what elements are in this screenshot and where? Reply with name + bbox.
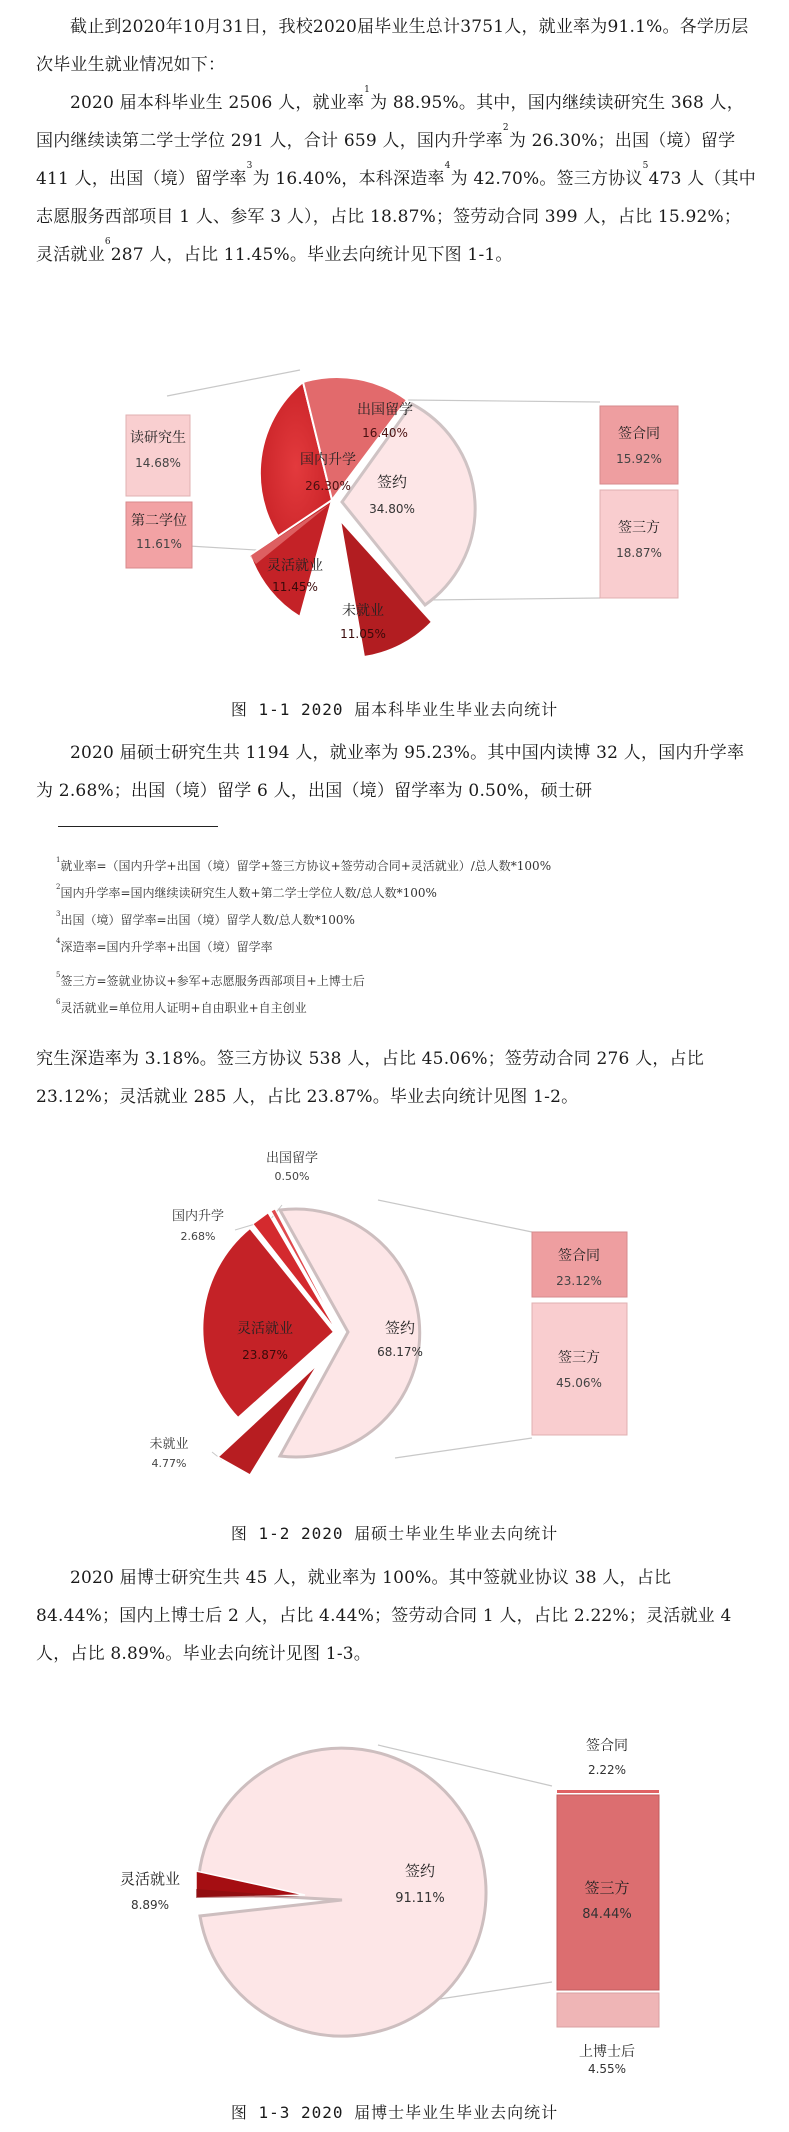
svg-text:45.06%: 45.06% xyxy=(556,1376,602,1390)
undergrad-paragraph xyxy=(36,84,756,274)
box-second-degree xyxy=(126,502,192,568)
svg-text:出国留学: 出国留学 xyxy=(265,1151,319,1166)
svg-text:15.92%: 15.92% xyxy=(616,452,662,466)
doctor-paragraph: 2020 届博士研究生共 45 人，就业率为 100%。其中签就业协议 38 人，占比 84.44%；国内上博士后 2 人，占比 4.44%；签劳动合同 1 人，占比 2.22%；灵活就业 4 人，占比 8.89%。毕业去向统计见图 1-3。 xyxy=(36,1568,732,1664)
text: 2020 届本科毕业生 2506 人，就业率 xyxy=(70,93,365,113)
footnote-5 xyxy=(56,971,365,991)
footnote-text: 灵活就业=单位用人证明+自由职业+自主创业 xyxy=(60,1001,307,1015)
footnote-6 xyxy=(56,998,307,1018)
footnote-number: 3 xyxy=(56,910,61,918)
footnote-ref-2[interactable]: 2 xyxy=(502,123,509,133)
svg-text:34.80%: 34.80% xyxy=(369,502,415,516)
box-tripartite xyxy=(532,1303,627,1435)
svg-text:签约: 签约 xyxy=(376,473,408,491)
figure-caption-1-3: 图 1-3 2020 届博士毕业生毕业去向统计 xyxy=(230,2103,559,2122)
svg-text:签约: 签约 xyxy=(404,1862,436,1880)
footnote-ref-3[interactable]: 3 xyxy=(246,161,253,171)
text: 287 人，占比 11.45%。毕业去向统计见下图 1-1。 xyxy=(110,245,513,265)
svg-text:26.30%: 26.30% xyxy=(305,479,351,493)
footnote-text: 出国（境）留学率=出国（境）留学人数/总人数*100% xyxy=(60,913,355,927)
figure-caption-1-1: 图 1-1 2020 届本科毕业生毕业去向统计 xyxy=(230,700,559,719)
chart-undergrad-pie xyxy=(100,340,700,670)
footnote-1 xyxy=(56,856,551,876)
footnote-3 xyxy=(56,910,355,930)
svg-text:8.89%: 8.89% xyxy=(130,1898,170,1912)
postdoc-percentage: 4.55% xyxy=(587,2062,627,2076)
text: 为 42.70%。签三方协议 xyxy=(450,169,643,189)
svg-text:14.68%: 14.68% xyxy=(135,456,181,470)
text: 为 88.95%。其中，国内继续读研究生 368 人，国内继续读第二学士学位 291 人，合计 659 人，国内升学率 xyxy=(36,93,744,151)
text: 为 16.40%，本科深造率 xyxy=(252,169,445,189)
svg-text:签三方: 签三方 xyxy=(584,1879,630,1897)
footnote-number: 2 xyxy=(56,883,61,891)
bar-labor-contract xyxy=(557,1790,659,1793)
footnote-2 xyxy=(56,883,437,903)
footnote-text: 深造率=国内升学率+出国（境）留学率 xyxy=(60,940,273,954)
box-labor-contract xyxy=(600,406,678,484)
svg-text:11.45%: 11.45% xyxy=(272,580,318,594)
footnote-ref-4[interactable]: 4 xyxy=(444,161,451,171)
svg-text:签三方: 签三方 xyxy=(558,1350,600,1366)
text: 为 26.30%；出国（境）留学 411 人，出国（境）留学率 xyxy=(36,131,736,189)
svg-text:灵活就业: 灵活就业 xyxy=(237,1321,293,1337)
master-paragraph-part2: 究生深造率为 3.18%。签三方协议 538 人，占比 45.06%；签劳动合同 276 人，占比 23.12%；灵活就业 285 人，占比 23.87%。毕业去向统计见图 1-2。 xyxy=(36,1049,704,1107)
footnote-text: 签三方=签就业协议+参军+志愿服务西部项目+上博士后 xyxy=(60,974,365,988)
svg-text:未就业: 未就业 xyxy=(149,1437,189,1452)
svg-text:灵活就业: 灵活就业 xyxy=(267,558,323,574)
master-paragraph-part1: 2020 届硕士研究生共 1194 人，就业率为 95.23%。其中国内读博 32 人，国内升学率为 2.68%；出国（境）留学 6 人，出国（境）留学率为 0.50%，硕士研 xyxy=(36,743,745,801)
svg-text:签三方: 签三方 xyxy=(618,520,660,536)
chart-doctor-pie xyxy=(100,1700,700,2060)
intro-paragraph: 截止到2020年10月31日，我校2020届毕业生总计3751人，就业率为91.1%。各学历层次毕业生就业情况如下： xyxy=(36,17,749,75)
box-tripartite xyxy=(600,490,678,598)
svg-text:84.44%: 84.44% xyxy=(582,1907,632,1922)
footnote-number: 1 xyxy=(56,856,61,864)
footnote-ref-1[interactable]: 1 xyxy=(364,85,371,95)
text: 473 人（其中志愿服务西部项目 1 人、参军 3 人），占比 18.87%；签劳动合同 399 人，占比 15.92%；灵活就业 xyxy=(36,169,756,265)
svg-text:11.05%: 11.05% xyxy=(340,627,386,641)
footnote-4 xyxy=(56,937,273,957)
footnote-number: 4 xyxy=(56,937,61,945)
svg-text:签约: 签约 xyxy=(384,1319,416,1337)
figure-caption-1-2: 图 1-2 2020 届硕士毕业生毕业去向统计 xyxy=(230,1524,559,1543)
svg-text:第二学位: 第二学位 xyxy=(131,513,187,529)
footnote-number: 6 xyxy=(56,998,61,1006)
chart-master-pie xyxy=(120,1140,680,1480)
footnote-ref-6[interactable]: 6 xyxy=(104,237,111,247)
footnote-number: 5 xyxy=(56,971,61,979)
svg-text:签合同: 签合同 xyxy=(558,1248,600,1264)
svg-text:18.87%: 18.87% xyxy=(616,546,662,560)
bar-postdoc xyxy=(557,1993,659,2027)
footnote-ref-5[interactable]: 5 xyxy=(642,161,649,171)
svg-text:签合同: 签合同 xyxy=(586,1738,628,1754)
svg-text:签合同: 签合同 xyxy=(618,426,660,442)
svg-text:68.17%: 68.17% xyxy=(377,1345,423,1359)
svg-text:出国留学: 出国留学 xyxy=(357,402,413,418)
svg-text:16.40%: 16.40% xyxy=(362,426,408,440)
svg-text:2.22%: 2.22% xyxy=(587,1763,627,1777)
svg-text:国内升学: 国内升学 xyxy=(171,1209,225,1224)
footnote-text: 就业率=（国内升学+出国（境）留学+签三方协议+签劳动合同+灵活就业）/总人数*100% xyxy=(60,859,552,873)
svg-text:灵活就业: 灵活就业 xyxy=(119,1870,181,1888)
svg-text:2.68%: 2.68% xyxy=(180,1230,216,1243)
footnote-text: 国内升学率=国内继续读研究生人数+第二学士学位人数/总人数*100% xyxy=(60,886,437,900)
svg-text:91.11%: 91.11% xyxy=(395,1891,445,1906)
svg-text:23.12%: 23.12% xyxy=(556,1274,602,1288)
svg-text:4.77%: 4.77% xyxy=(151,1457,187,1470)
svg-text:0.50%: 0.50% xyxy=(274,1170,310,1183)
svg-text:11.61%: 11.61% xyxy=(136,537,182,551)
svg-text:23.87%: 23.87% xyxy=(242,1348,288,1362)
svg-text:未就业: 未就业 xyxy=(342,603,384,619)
svg-text:国内升学: 国内升学 xyxy=(300,452,356,468)
svg-text:上博士后: 上博士后 xyxy=(579,2044,635,2060)
footnote-divider xyxy=(58,826,218,827)
svg-text:读研究生: 读研究生 xyxy=(130,430,186,446)
